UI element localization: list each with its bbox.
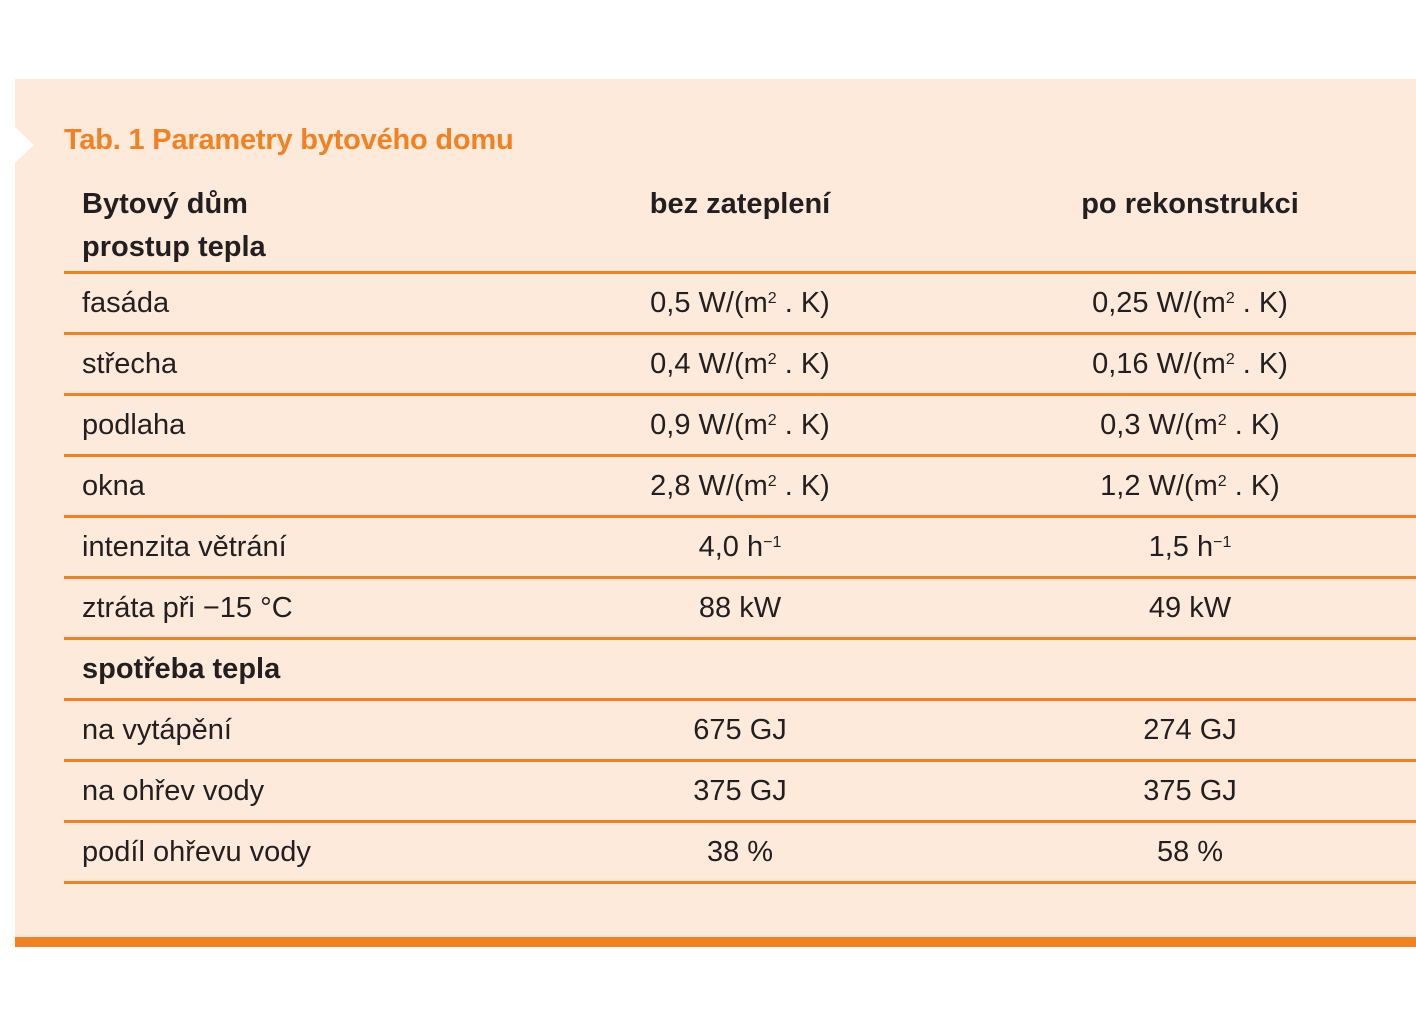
- value-after: 0,16 $W/(m^2$ . K): [1092, 348, 1288, 380]
- header-col-label: [82, 183, 266, 269]
- row-label: podíl ohřevu vody: [82, 836, 311, 868]
- table-row: [64, 274, 1416, 335]
- table-title: Tab. 1 Parametry bytového domu: [64, 124, 514, 156]
- row-label: na vytápění: [82, 714, 232, 746]
- row-label: na ohřev vody: [82, 775, 265, 807]
- row-label: intenzita větrání: [82, 531, 287, 563]
- value-after: 1,2 $W/(m^2$ . K): [1100, 470, 1280, 502]
- value-before: 4,0 $h^{-1}$: [698, 531, 782, 563]
- header-col-after: po rekonstrukci: [1081, 188, 1299, 220]
- table-header-row: [64, 185, 1416, 274]
- table-row: [64, 335, 1416, 396]
- panel-notch: [15, 127, 34, 163]
- header-col-before: bez zateplení: [649, 188, 831, 220]
- row-label: podlaha: [82, 409, 186, 441]
- value-before: 2,8 $W/(m^2$ . K): [650, 470, 830, 502]
- value-after: 274 GJ: [1143, 714, 1237, 746]
- value-before: 0,9 $W/(m^2$ . K): [650, 409, 830, 441]
- value-before: 38 %: [706, 836, 774, 868]
- table-row: [64, 762, 1416, 823]
- value-after: 0,3 $W/(m^2$ . K): [1100, 409, 1280, 441]
- value-after: 49 kW: [1148, 592, 1232, 624]
- value-before: 0,5 $W/(m^2$ . K): [650, 287, 830, 319]
- header-line-1: Bytový dům: [82, 188, 248, 220]
- value-after: 58 %: [1156, 836, 1224, 868]
- value-before: 675 GJ: [693, 714, 787, 746]
- header-line-2: prostup tepla: [82, 231, 266, 263]
- value-after: 1,5 $h^{-1}$: [1148, 531, 1232, 563]
- table-row: [64, 396, 1416, 457]
- section-header-row: [64, 640, 1416, 701]
- table-row: [64, 518, 1416, 579]
- section-label: spotřeba tepla: [82, 653, 281, 685]
- value-before: 0,4 $W/(m^2$ . K): [650, 348, 830, 380]
- table-row: [64, 701, 1416, 762]
- value-after: 0,25 $W/(m^2$ . K): [1092, 287, 1288, 319]
- table-row: [64, 457, 1416, 518]
- row-label: okna: [82, 470, 145, 502]
- bottom-accent-bar: [15, 937, 1416, 947]
- value-before: 88 kW: [698, 592, 782, 624]
- table-row: [64, 579, 1416, 640]
- parameters-table: [64, 185, 1416, 884]
- row-label: střecha: [82, 348, 178, 380]
- table-row: [64, 823, 1416, 884]
- row-label: ztráta při −15 °C: [82, 592, 293, 624]
- value-after: 375 GJ: [1143, 775, 1237, 807]
- value-before: 375 GJ: [693, 775, 787, 807]
- row-label: fasáda: [82, 287, 170, 319]
